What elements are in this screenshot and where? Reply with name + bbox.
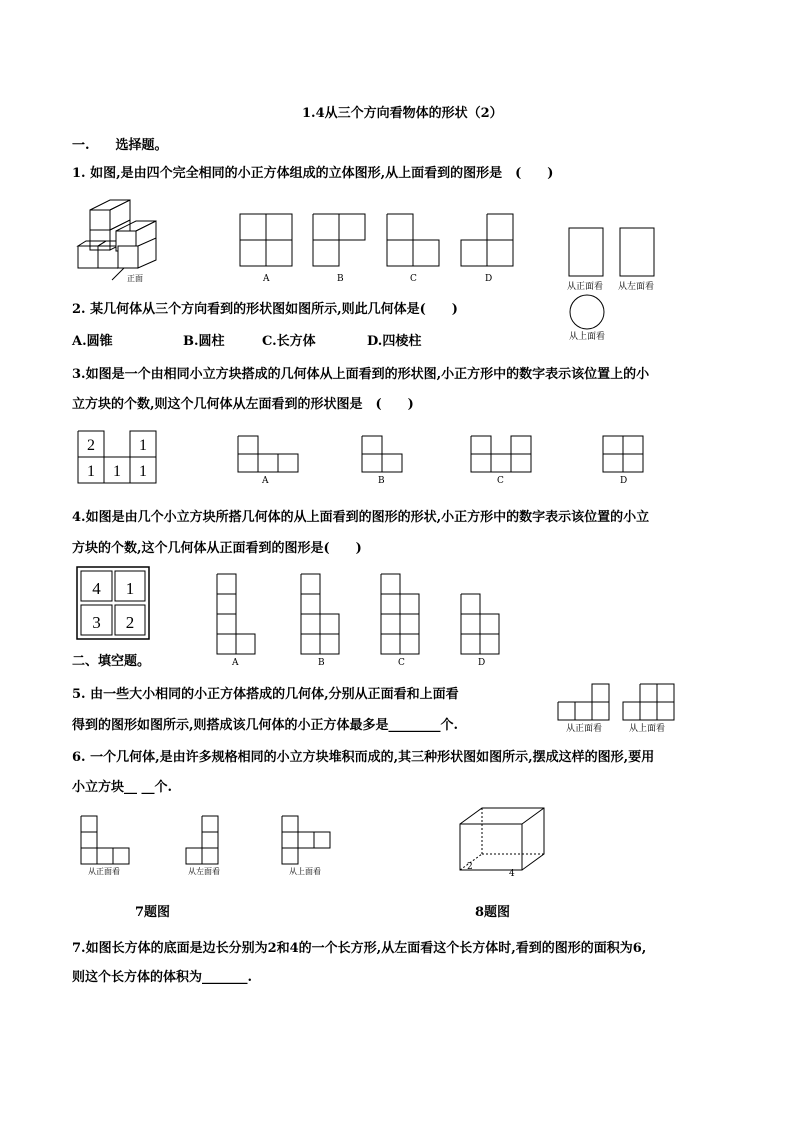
- q4-option-d-figure: [461, 594, 503, 656]
- q3-grid-cell: 1: [113, 463, 121, 480]
- q2-left-view: [620, 228, 656, 278]
- question-7-line2: 则这个长方体的体积为_______.: [72, 970, 253, 985]
- question-4-line1: 4.如图是由几个小立方块所搭几何体的从上面看到的图形的形状,小正方形中的数字表示该位置的小立: [72, 510, 650, 525]
- q1-cube-figure: [72, 198, 162, 288]
- question-2-text: 2. 某几何体从三个方向看到的形状图如图所示,则此几何体是( ): [72, 302, 458, 317]
- q2-left-view-label: 从左面看: [618, 282, 655, 292]
- page-title: 1.4从三个方向看物体的形状（2）: [302, 106, 503, 121]
- question-3-line1: 3.如图是一个由相同小立方块搭成的几何体从上面看到的形状图,小正方形中的数字表示该位置上的小: [72, 367, 650, 382]
- q4-option-c[interactable]: C: [398, 658, 405, 668]
- question-5-line2: 得到的图形如图所示,则搭成该几何体的小正方体最多是________个.: [72, 718, 459, 733]
- q2-front-view-label: 从正面看: [567, 282, 604, 292]
- q4-option-a[interactable]: A: [232, 658, 239, 668]
- q1-option-a[interactable]: A: [263, 274, 270, 284]
- question-4-line2: 方块的个数,这个几何体从正面看到的图形是( ): [72, 541, 362, 556]
- q2-top-view: [569, 294, 607, 332]
- q3-grid-cell: 2: [87, 437, 95, 454]
- q3-option-a-figure: [238, 436, 302, 476]
- q1-option-c[interactable]: C: [410, 274, 417, 284]
- q2-choice-c[interactable]: C.长方体: [262, 334, 316, 349]
- q3-option-c-figure: [471, 436, 535, 476]
- q3-option-c[interactable]: C: [497, 476, 504, 486]
- q2-choice-b[interactable]: B.圆柱: [183, 334, 225, 349]
- q2-choice-d[interactable]: D.四棱柱: [367, 334, 422, 349]
- q7-box-figure: [460, 806, 550, 876]
- box-depth-label: 2: [467, 862, 473, 872]
- q6-top-view-label: 从上面看: [289, 867, 321, 876]
- figure-caption-7: 7题图: [135, 905, 171, 920]
- section-heading-fill: 二、填空题。: [72, 654, 151, 669]
- q1-option-a-figure: [240, 214, 294, 268]
- q4-option-a-figure: [217, 574, 259, 656]
- q4-option-b-figure: [301, 574, 343, 656]
- q1-option-d-figure: [461, 214, 515, 268]
- q5-front-view: [558, 684, 612, 722]
- figure-caption-8: 8题图: [475, 905, 511, 920]
- q6-left-view-label: 从左面看: [188, 867, 220, 876]
- q3-option-d[interactable]: D: [620, 476, 628, 486]
- q6-top-view: [282, 816, 332, 866]
- q4-grid-cell: 1: [125, 579, 135, 598]
- q6-left-view: [186, 816, 236, 866]
- question-7-line1: 7.如图长方体的底面是边长分别为2和4的一个长方形,从左面看这个长方体时,看到的图形的面积为6,: [72, 941, 647, 956]
- q3-grid-cell: 1: [139, 463, 147, 480]
- q4-option-b[interactable]: B: [318, 658, 325, 668]
- q3-grid-cell: 1: [87, 463, 95, 480]
- q2-choice-a[interactable]: A.圆锥: [72, 334, 113, 349]
- q4-grid-cell: 3: [92, 613, 101, 632]
- q1-front-label: 正面: [127, 274, 143, 283]
- q3-option-d-figure: [603, 436, 647, 476]
- question-5-line1: 5. 由一些大小相同的小正方体搭成的几何体,分别从正面看和上面看: [72, 687, 459, 702]
- q6-front-view: [81, 816, 131, 866]
- q2-front-view: [569, 228, 605, 278]
- q6-front-view-label: 从正面看: [88, 867, 120, 876]
- question-6-line1: 6. 一个几何体,是由许多规格相同的小立方块堆积而成的,其三种形状图如图所示,摆成这样的图形,要用: [72, 750, 655, 765]
- q3-option-b[interactable]: B: [378, 476, 385, 486]
- question-1-text: 1. 如图,是由四个完全相同的小正方体组成的立体图形,从上面看到的图形是 ( ): [72, 166, 554, 181]
- q1-option-b[interactable]: B: [337, 274, 344, 284]
- q4-option-d[interactable]: D: [478, 658, 486, 668]
- question-3-line2: 立方块的个数,则这个几何体从左面看到的形状图是 ( ): [72, 397, 414, 412]
- q4-grid-cell: 2: [125, 613, 135, 632]
- section-heading-choice: 一. 选择题。: [72, 138, 168, 153]
- q5-top-view: [623, 684, 677, 722]
- q3-option-a[interactable]: A: [262, 476, 269, 486]
- q5-front-view-label: 从正面看: [566, 724, 603, 734]
- box-length-label: 4: [509, 869, 515, 879]
- question-6-line2: 小立方块__ __个.: [72, 780, 173, 795]
- q2-top-view-label: 从上面看: [569, 332, 606, 342]
- q1-option-d[interactable]: D: [485, 274, 493, 284]
- q4-option-c-figure: [381, 574, 423, 656]
- q3-grid-cell: 1: [139, 437, 147, 454]
- q1-option-c-figure: [387, 214, 441, 268]
- q1-option-b-figure: [313, 214, 367, 268]
- q5-top-view-label: 从上面看: [629, 724, 666, 734]
- q4-grid-cell: 4: [92, 579, 101, 598]
- q3-option-b-figure: [362, 436, 406, 476]
